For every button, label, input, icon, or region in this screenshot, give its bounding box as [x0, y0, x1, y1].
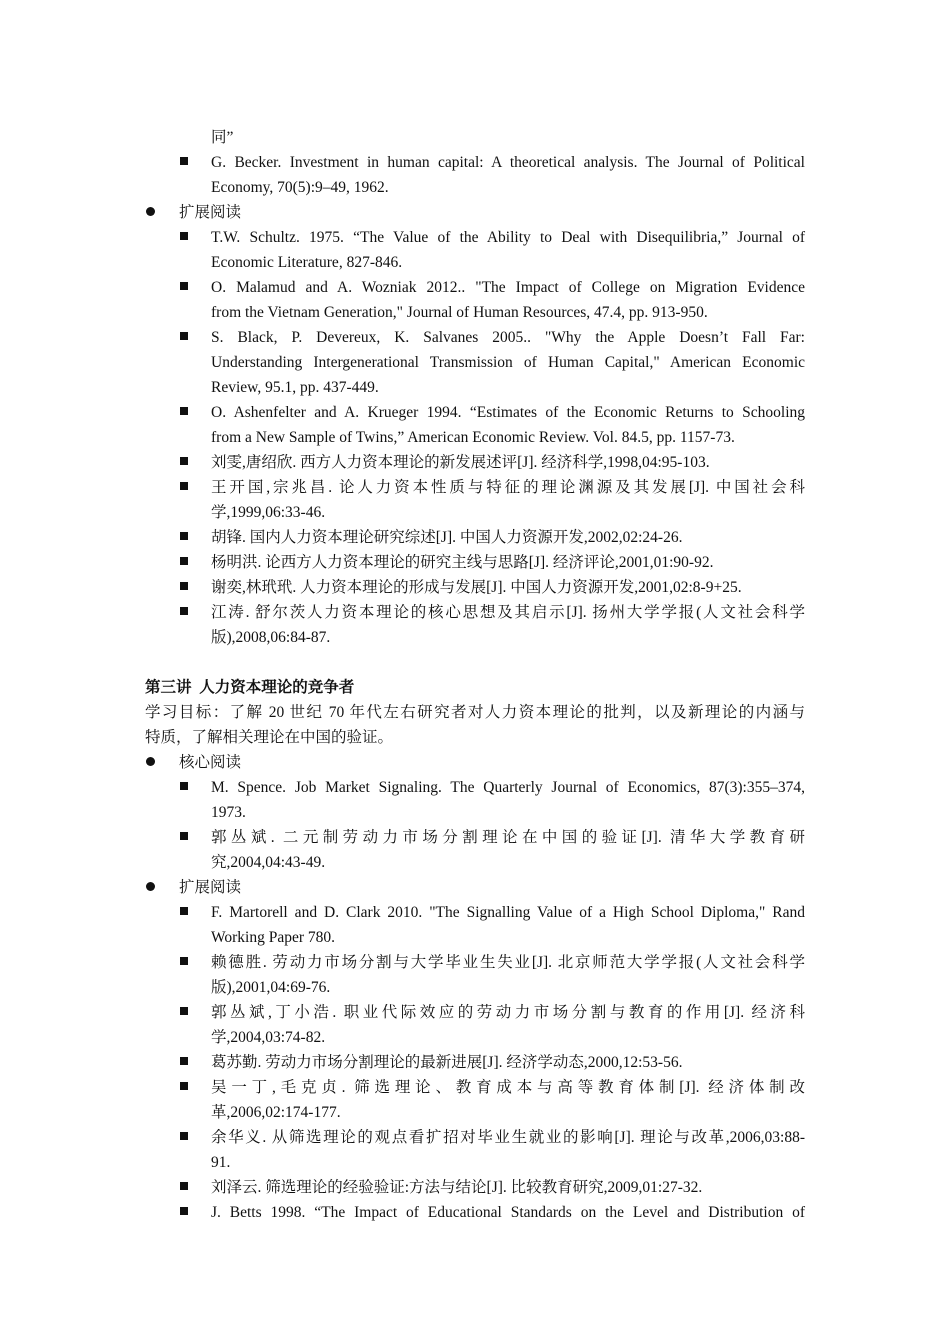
reference-line: 郭丛斌. 二元制劳动力市场分割理论在中国的验证[J]. 清华大学教育研 [211, 829, 805, 846]
reference-line: 杨明洪. 论西方人力资本理论的研究主线与思路[J]. 经济评论,2001,01:90-92. [211, 554, 714, 571]
square-bullet-icon [180, 532, 188, 540]
reference-line: Review, 95.1, pp. 437-449. [211, 379, 379, 396]
reference-line: from a New Sample of Twins,” American Economic Review. Vol. 84.5, pp. 1157-73. [211, 429, 735, 446]
square-bullet-icon [180, 607, 188, 615]
reference-line: 革,2006,02:174-177. [211, 1104, 341, 1121]
square-bullet-icon [180, 557, 188, 565]
reference-line: 胡锋. 国内人力资本理论研究综述[J]. 中国人力资源开发,2002,02:24-26. [211, 529, 683, 546]
reference-line: F. Martorell and D. Clark 2010. "The Signalling Value of a High School Diploma," Rand [211, 904, 805, 921]
reference-line: 版),2008,06:84-87. [211, 629, 331, 646]
learning-goal: 特质，了解相关理论在中国的验证。 [145, 729, 394, 746]
section-label-extended-reading: 扩展阅读 [179, 879, 242, 896]
reference-line: Understanding Intergenerational Transmission of Human Capital," American Economic [211, 354, 805, 371]
square-bullet-icon [180, 1207, 188, 1215]
reference-line: O. Ashenfelter and A. Krueger 1994. “Estimates of the Economic Returns to Schooling [211, 404, 805, 421]
reference-line: Working Paper 780. [211, 929, 336, 946]
square-bullet-icon [180, 1082, 188, 1090]
square-bullet-icon [180, 407, 188, 415]
reference-line: 余华义. 从筛选理论的观点看扩招对毕业生就业的影响[J]. 理论与改革,2006,03:88- [211, 1129, 805, 1146]
reference-line: S. Black, P. Devereux, K. Salvanes 2005.. "Why the Apple Doesn’t Fall Far: [211, 329, 805, 346]
learning-goal: 学习目标：了解 20 世纪 70 年代左右研究者对人力资本理论的批判，以及新理论的内涵与 [145, 704, 805, 721]
square-bullet-icon [180, 907, 188, 915]
square-bullet-icon [180, 957, 188, 965]
reference-line: 吴一丁,毛克贞. 筛选理论、教育成本与高等教育体制[J]. 经济体制改 [211, 1079, 805, 1096]
reference-line: 王开国,宗兆昌. 论人力资本性质与特征的理论渊源及其发展[J]. 中国社会科 [211, 479, 805, 496]
reference-line: from the Vietnam Generation," Journal of Human Resources, 47.4, pp. 913-950. [211, 304, 708, 321]
square-bullet-icon [180, 232, 188, 240]
reference-line: 谢奕,林玳玳. 人力资本理论的形成与发展[J]. 中国人力资源开发,2001,02:8-9+25. [211, 579, 742, 596]
square-bullet-icon [180, 282, 188, 290]
reference-line: Economy, 70(5):9–49, 1962. [211, 179, 389, 196]
reference-line: G. Becker. Investment in human capital: A theoretical analysis. The Journal of Political [211, 154, 805, 171]
round-bullet-icon [146, 757, 155, 766]
square-bullet-icon [180, 1057, 188, 1065]
reference-line: 究,2004,04:43-49. [211, 854, 326, 871]
reference-line: 学,1999,06:33-46. [211, 504, 326, 521]
reference-line: 江涛. 舒尔茨人力资本理论的核心思想及其启示[J]. 扬州大学学报(人文社会科学 [211, 604, 805, 621]
reference-line: 刘雯,唐绍欣. 西方人力资本理论的新发展述评[J]. 经济科学,1998,04:95-103. [211, 454, 710, 471]
square-bullet-icon [180, 482, 188, 490]
reference-line: Economic Literature, 827-846. [211, 254, 403, 271]
square-bullet-icon [180, 1182, 188, 1190]
square-bullet-icon [180, 782, 188, 790]
section-label-extended-reading: 扩展阅读 [179, 204, 242, 221]
continued-text: 同” [211, 129, 234, 146]
square-bullet-icon [180, 332, 188, 340]
reference-line: 赖德胜. 劳动力市场分割与大学毕业生失业[J]. 北京师范大学学报(人文社会科学 [211, 954, 805, 971]
reference-line: 版),2001,04:69-76. [211, 979, 331, 996]
reference-line: 刘泽云. 筛选理论的经验验证:方法与结论[J]. 比较教育研究,2009,01:27-32. [211, 1179, 703, 1196]
round-bullet-icon [146, 207, 155, 216]
square-bullet-icon [180, 1007, 188, 1015]
reference-line: O. Malamud and A. Wozniak 2012.. "The Impact of College on Migration Evidence [211, 279, 805, 296]
round-bullet-icon [146, 882, 155, 891]
reference-line: J. Betts 1998. “The Impact of Educational Standards on the Level and Distribution of [211, 1204, 805, 1221]
reference-line: 1973. [211, 804, 246, 821]
square-bullet-icon [180, 157, 188, 165]
square-bullet-icon [180, 1132, 188, 1140]
reference-line: 91. [211, 1154, 231, 1171]
reference-line: 学,2004,03:74-82. [211, 1029, 326, 1046]
reference-line: T.W. Schultz. 1975. “The Value of the Ability to Deal with Disequilibria,” Journal of [211, 229, 805, 246]
section-label-core-reading: 核心阅读 [179, 754, 242, 771]
reference-line: M. Spence. Job Market Signaling. The Quarterly Journal of Economics, 87(3):355–374, [211, 779, 805, 796]
reference-line: 葛苏勤. 劳动力市场分割理论的最新进展[J]. 经济学动态,2000,12:53-56. [211, 1054, 683, 1071]
lecture-heading: 第三讲 人力资本理论的竞争者 [145, 679, 355, 696]
square-bullet-icon [180, 582, 188, 590]
square-bullet-icon [180, 457, 188, 465]
reference-line: 郭丛斌,丁小浩. 职业代际效应的劳动力市场分割与教育的作用[J]. 经济科 [211, 1004, 805, 1021]
square-bullet-icon [180, 832, 188, 840]
